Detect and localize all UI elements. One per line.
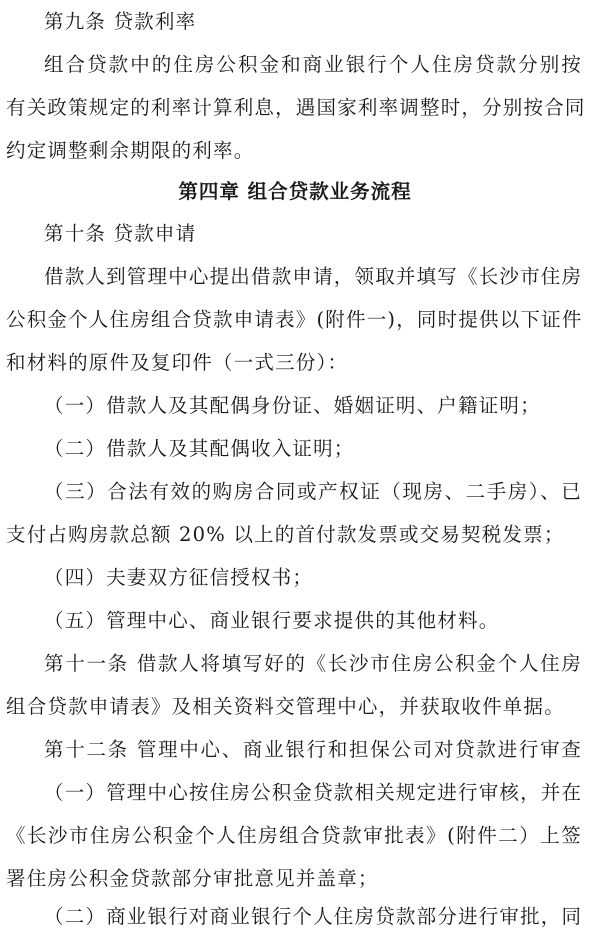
list-item-3-line-2: 支付占购房款总额 20% 以上的首付款发票或交易契税发票； (6, 523, 565, 546)
article-12-item-1-line-2: 《长沙市住房公积金个人住房组合贷款审批表》(附件二）上签 (6, 824, 582, 847)
article-9-paragraph-line-1: 组合贷款中的住房公积金和商业银行个人住房贷款分别按 (44, 53, 582, 76)
list-item-5: （五）管理中心、商业银行要求提供的其他材料。 (44, 609, 500, 632)
article-10-paragraph-line-1: 借款人到管理中心提出借款申请，领取并填写《长沙市住房 (44, 265, 583, 288)
list-item-3-line-1: （三）合法有效的购房合同或产权证（现房、二手房）、已 (44, 480, 582, 503)
article-10-paragraph-line-2: 公积金个人住房组合贷款申请表》(附件一)，同时提供以下证件 (6, 308, 583, 331)
article-12-item-2-line-1: （二）商业银行对商业银行个人住房贷款部分进行审批，同 (44, 905, 583, 928)
article-9-paragraph-line-2: 有关政策规定的利率计算利息，遇国家利率调整时，分别按合同 (6, 96, 586, 119)
article-12-title: 第十二条 管理中心、商业银行和担保公司对贷款进行审查 (44, 738, 582, 761)
article-9-paragraph-line-3: 约定调整剩余期限的利率。 (6, 139, 255, 162)
list-item-4: （四）夫妻双方征信授权书； (44, 566, 314, 589)
article-12-item-1-line-3: 署住房公积金贷款部分审批意见并盖章； (6, 867, 379, 890)
article-11-line-2: 组合贷款申请表》及相关资料交管理中心，并获取收件单据。 (6, 695, 565, 718)
article-10-paragraph-line-3: 和材料的原件及复印件（一式三份）： (6, 351, 349, 374)
chapter-4-heading: 第四章 组合贷款业务流程 (178, 180, 412, 203)
article-9-title: 第九条 贷款利率 (44, 10, 197, 33)
list-item-1: （一）借款人及其配偶身份证、婚姻证明、户籍证明； (44, 394, 541, 417)
article-11-line-1: 第十一条 借款人将填写好的《长沙市住房公积金个人住房 (44, 652, 582, 675)
article-12-item-1-line-1: （一）管理中心按住房公积金贷款相关规定进行审核，并在 (44, 781, 583, 804)
list-item-2: （二）借款人及其配偶收入证明； (44, 437, 355, 460)
article-10-title: 第十条 贷款申请 (44, 222, 197, 245)
